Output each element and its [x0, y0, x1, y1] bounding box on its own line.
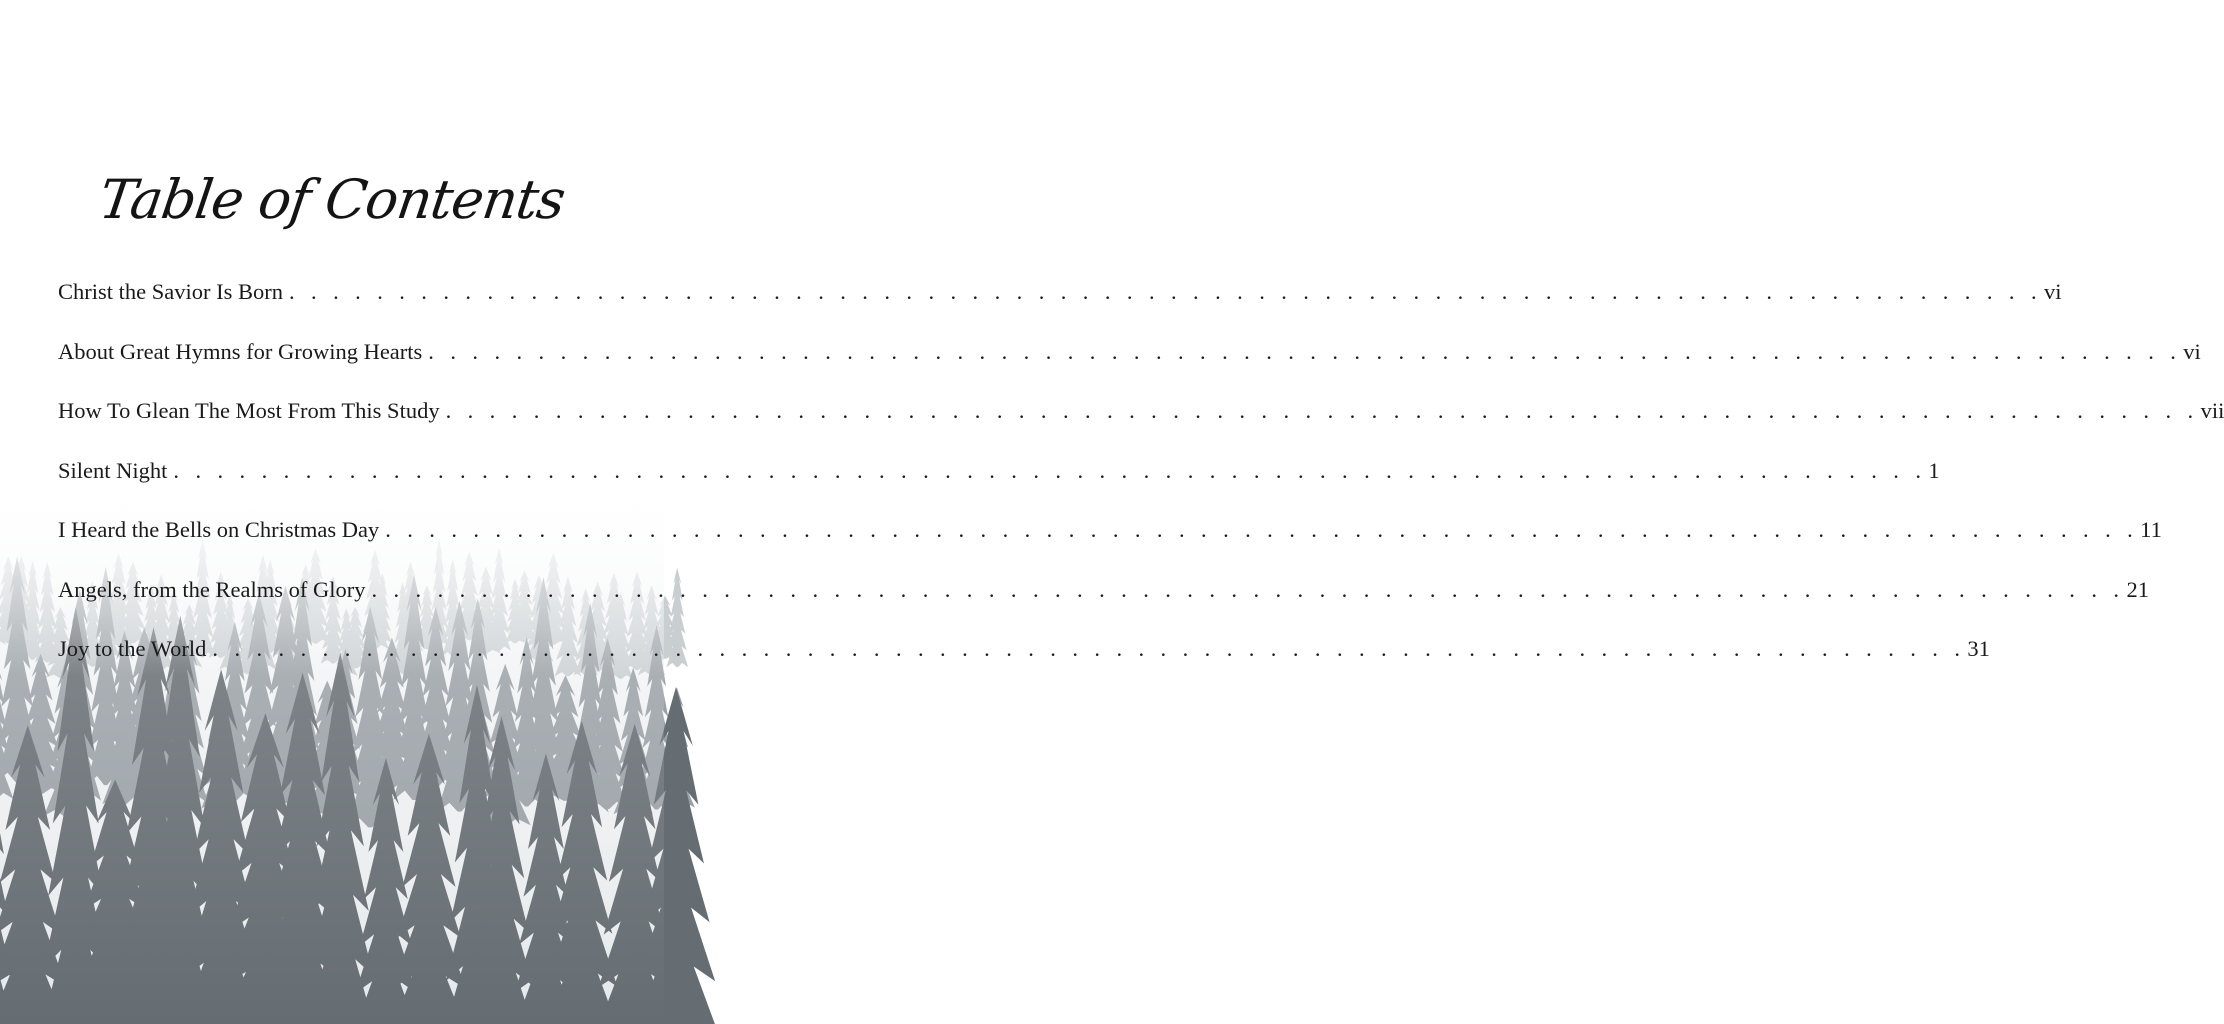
dot-leader: . . . . . . . . . . . . . . . . . . . . . . . . . . . . . . . . . . . . . . . . . . . . . . . . . . . . . . . . . . . . . . . . . . . . . . . . . . . . . . . .: [445, 398, 2199, 423]
page-title: Table of Contents: [95, 168, 569, 231]
dot-leader: . . . . . . . . . . . . . . . . . . . . . . . . . . . . . . . . . . . . . . . . . . . . . . . . . . . . . . . . . . . . . . . . . . . . . . . . . . . . . . . .: [371, 576, 2125, 602]
toc-entry[interactable]: [58, 627, 1990, 687]
toc-entry-title: Christ the Savior Is Born: [58, 279, 283, 304]
toc-entry-title: Joy to the World: [58, 636, 207, 661]
dot-leader: . . . . . . . . . . . . . . . . . . . . . . . . . . . . . . . . . . . . . . . . . . . . . . . . . . . . . . . . . . . . . . . . . . . . . . . . . . . . . . . .: [289, 279, 2042, 304]
toc-entry-page: 31: [1967, 636, 1990, 661]
toc-entry[interactable]: [58, 389, 2224, 449]
dot-leader: . . . . . . . . . . . . . . . . . . . . . . . . . . . . . . . . . . . . . . . . . . . . . . . . . . . . . . . . . . . . . . . . . . . . . . . . . . . . . . . .: [428, 338, 2182, 364]
dot-leader: . . . . . . . . . . . . . . . . . . . . . . . . . . . . . . . . . . . . . . . . . . . . . . . . . . . . . . . . . . . . . . . . . . . . . . . . . . . . . . . .: [173, 457, 1927, 483]
toc-entry-page: 21: [2126, 576, 2149, 602]
toc-entry[interactable]: [58, 330, 2201, 390]
dot-leader: . . . . . . . . . . . . . . . . . . . . . . . . . . . . . . . . . . . . . . . . . . . . . . . . . . . . . . . . . . . . . . . . . . . . . . . . . . . . . . . .: [212, 636, 1966, 661]
toc-entry-title: I Heard the Bells on Christmas Day: [58, 517, 380, 542]
toc-entry-page: vi: [2183, 338, 2201, 364]
table-of-contents: [58, 270, 2224, 687]
toc-entry[interactable]: [58, 449, 1940, 509]
toc-entry[interactable]: [58, 508, 2162, 568]
toc-entry-page: vi: [2043, 279, 2062, 304]
toc-entry-page: 11: [2140, 517, 2162, 542]
title: [0, 140, 664, 260]
toc-entry-page: vii: [2200, 398, 2224, 423]
toc-entry-title: How To Glean The Most From This Study: [58, 398, 440, 423]
toc-entry-page: 1: [1928, 457, 1940, 483]
dot-leader: . . . . . . . . . . . . . . . . . . . . . . . . . . . . . . . . . . . . . . . . . . . . . . . . . . . . . . . . . . . . . . . . . . . . . . . . . . . . . . . .: [385, 517, 2139, 542]
toc-entry-title: Angels, from the Realms of Glory: [58, 576, 366, 602]
toc-entry[interactable]: [58, 270, 2062, 330]
toc-entry-title: Silent Night: [58, 457, 168, 483]
toc-entry-title: About Great Hymns for Growing Hearts: [58, 338, 423, 364]
toc-entry[interactable]: [58, 568, 2149, 628]
